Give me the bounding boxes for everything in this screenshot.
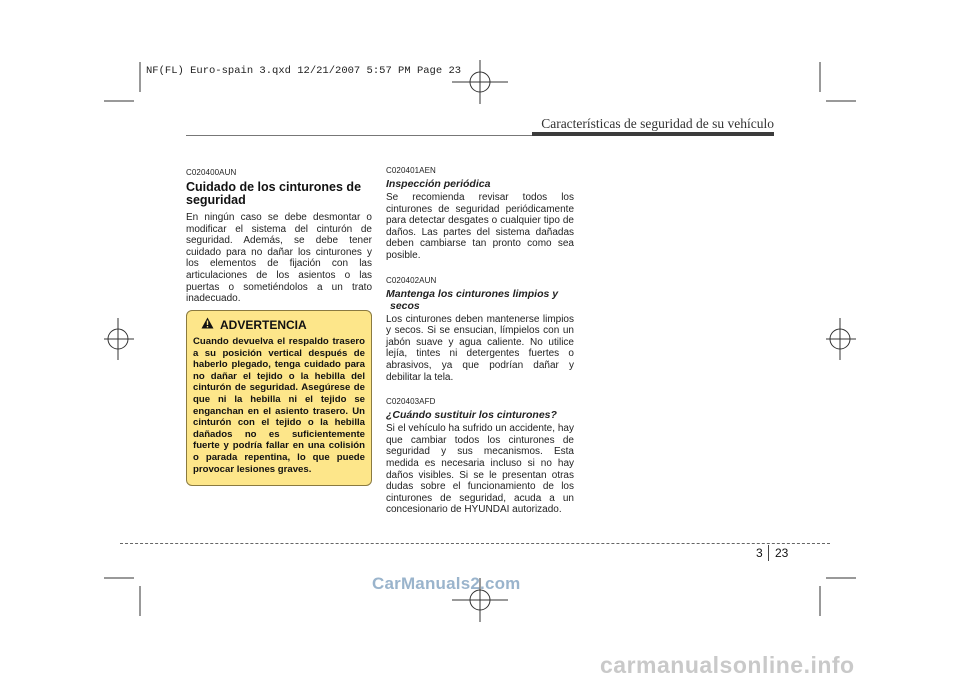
section-heading-line1: Cuidado de los cinturones de	[186, 180, 362, 194]
print-slug: NF(FL) Euro-spain 3.qxd 12/21/2007 5:57 PM Page 23	[146, 65, 462, 77]
warning-triangle-icon	[201, 316, 214, 334]
section-code: C020403AFD	[386, 397, 436, 407]
section-heading: Inspección periódica	[386, 178, 491, 190]
section-heading-line2: seguridad	[186, 193, 246, 207]
section-code: C020402AUN	[386, 275, 437, 285]
page-number-separator	[768, 545, 769, 561]
section-code: C020401AEN	[386, 166, 436, 175]
footer-rule	[120, 543, 830, 544]
page-number: 23	[775, 546, 789, 560]
right-column	[386, 166, 574, 516]
section-clean	[386, 276, 574, 384]
section-body: En ningún caso se debe desmontar o modificar el sistema del cinturón de seguridad. Además, se debe tener cuidado para no dañar los cinturones y los elementos de fijación con las articulaciones de los asientos o las puertas o sometiéndolos a un trato inadecuado.	[186, 212, 372, 305]
section-heading-line2: secos	[390, 299, 420, 312]
section-heading	[386, 288, 574, 312]
watermark-carmanuals[interactable]: CarManuals2.com	[372, 574, 521, 593]
warning-title: ADVERTENCIA	[220, 318, 307, 332]
section-body: Se recomienda revisar todos los cinturones de seguridad periódicamente para detectar desgates o cualquier tipo de daños. Las partes del sistema dañadas deben cambiarse tan pronto como sea posible.	[386, 192, 574, 261]
left-column	[186, 168, 372, 305]
watermark-carmanualsonline[interactable]: carmanualsonline.info	[600, 652, 855, 678]
header-rule	[186, 135, 532, 136]
section-heading-line1: Mantenga los cinturones limpios y	[386, 287, 559, 300]
section-heading	[186, 181, 372, 207]
section-heading: ¿Cuándo sustituir los cinturones?	[386, 409, 557, 422]
section-replace	[386, 397, 574, 516]
header-rule-accent	[532, 132, 774, 136]
warning-text: Cuando devuelva el respaldo trasero a su posición vertical después de haberlo plegado, tenga cuidado para no dañar el tejido o la hebilla del cinturón de seguridad. Asegúrese de que ni la hebilla ni el tejido se enganchan en el asiento trasero. Un cinturón con el tejido o la hebilla dañados no es suficientemente fuerte y podría fallar en una colisión o parada repentina, lo que puede provocar lesiones graves.	[193, 336, 365, 475]
warning-box	[186, 310, 372, 486]
section-body: Los cinturones deben mantenerse limpios y secos. Si se ensucian, límpielos con un jabón suave y agua caliente. No utilice lejía, tintes ni detergentes fuertes o abrasivos, ya que podrían dañar y debilitar la tela.	[386, 313, 574, 383]
warning-header	[201, 316, 365, 334]
section-inspection	[386, 166, 574, 262]
section-body: Si el vehículo ha sufrido un accidente, hay que cambiar todos los cinturones de seguridad y sus mecanismos. Esta medida es necesaria incluso si no hay daños visibles. Si se le presentan otras dudas sobre el funcionamiento de los cinturones de seguridad, acuda a un concesionario de HYUNDAI autorizado.	[386, 423, 574, 516]
chapter-number: 3	[756, 546, 763, 560]
section-code: C020400AUN	[186, 168, 237, 177]
page-header-title: Características de seguridad de su vehículo	[541, 116, 774, 131]
